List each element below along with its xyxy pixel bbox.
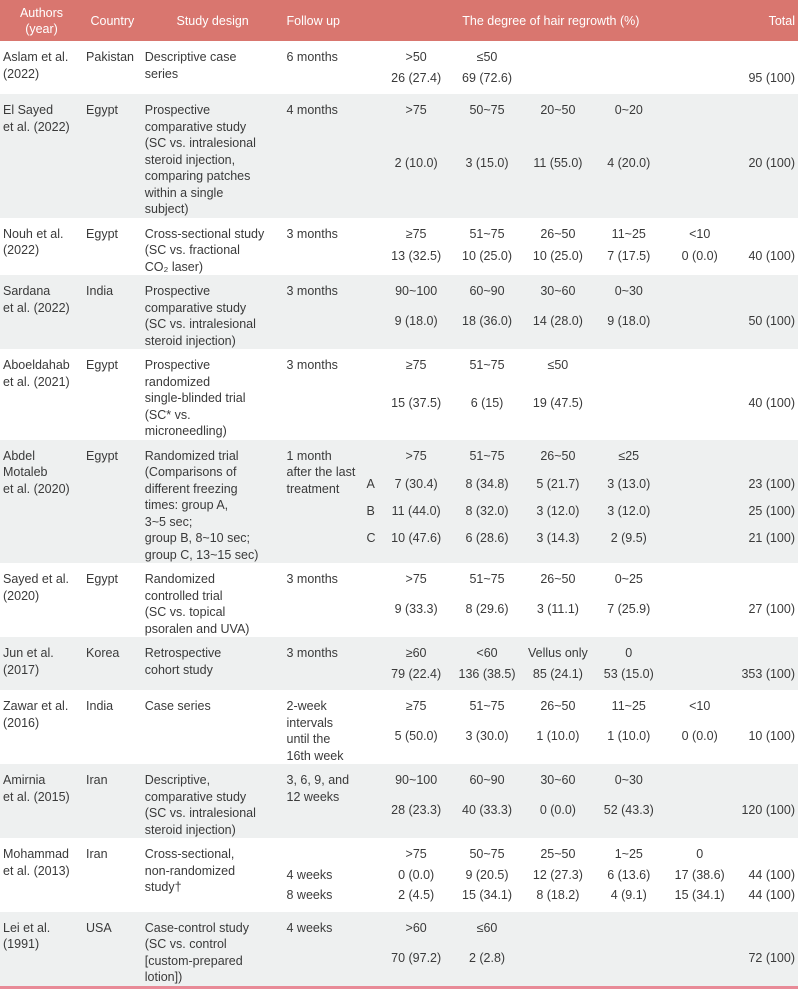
regrowth-level-header xyxy=(522,41,593,66)
regrowth-count: 5 (50.0) xyxy=(394,729,438,744)
study-country: Egypt xyxy=(83,440,142,564)
group-label xyxy=(367,66,381,95)
regrowth-level-header: 30~60 xyxy=(522,275,593,309)
study-country: USA xyxy=(83,912,142,986)
study-row xyxy=(0,94,798,218)
regrowth-count xyxy=(664,66,735,95)
regrowth-level-header: 0~30 xyxy=(593,275,664,309)
group-label-spacer xyxy=(367,41,381,66)
regrowth-count xyxy=(664,662,735,691)
regrowth-count xyxy=(522,946,593,986)
regrowth-level-header xyxy=(664,912,735,946)
study-design: Randomized controlled trial (SC vs. topical psoralen and UVA) xyxy=(144,572,250,636)
regrowth-count: 15 (34.1) xyxy=(462,888,513,902)
regrowth-count: 6 (13.6) xyxy=(607,867,651,882)
study-authors: Sayed et al. (2020) xyxy=(3,572,70,603)
regrowth-count: 3 (30.0) xyxy=(465,729,509,744)
study-design: Randomized trial (Comparisons of different freezing times: group A, 3~5 sec; group B, 8~10 sec; group C, 13~15 sec) xyxy=(142,440,284,564)
regrowth-count: 9 (33.3) xyxy=(394,602,438,617)
group-label: B xyxy=(367,499,381,526)
total-spacer xyxy=(735,349,798,391)
regrowth-count: 10 (25.0) xyxy=(462,249,513,264)
regrowth-count xyxy=(664,151,735,217)
study-total: 40 (100) xyxy=(748,249,795,264)
regrowth-count: 18 (36.0) xyxy=(452,309,523,349)
group-label xyxy=(367,597,381,637)
regrowth-count: 3 (14.3) xyxy=(522,526,593,563)
regrowth-level-header: 1~25 xyxy=(614,847,643,861)
group-label: C xyxy=(367,526,381,563)
study-country: Korea xyxy=(83,637,142,690)
regrowth-level-header: >60 xyxy=(381,912,452,946)
regrowth-count: 6 (15) xyxy=(470,395,504,410)
regrowth-level-header: ≥60 xyxy=(381,637,452,662)
study-levels-row xyxy=(0,838,798,863)
study-follow-up: 4 months xyxy=(284,94,367,218)
regrowth-count: 10 (25.0) xyxy=(532,249,583,264)
total-spacer xyxy=(735,218,798,245)
study-total: 120 (100) xyxy=(735,798,798,838)
regrowth-count: 8 (34.8) xyxy=(452,472,523,499)
study-design: Retrospective cohort study xyxy=(142,637,284,690)
study-follow-up: 2-week intervals until the 16th week xyxy=(286,699,344,763)
regrowth-count xyxy=(664,499,735,526)
study-total: 50 (100) xyxy=(735,309,798,349)
regrowth-count: 19 (47.5) xyxy=(532,395,583,410)
regrowth-count: 40 (33.3) xyxy=(452,798,523,838)
study-authors: Nouh et al. (2022) xyxy=(3,226,64,257)
regrowth-level-header: 25~50 xyxy=(540,847,576,861)
study-design: Cross-sectional, non-randomized study† xyxy=(144,847,236,894)
study-follow-up: 3 months xyxy=(284,637,367,690)
header-follow-up: Follow up xyxy=(284,0,367,41)
regrowth-level-header: ≤50 xyxy=(547,358,569,372)
regrowth-level-header: >75 xyxy=(381,94,452,151)
study-authors: Aslam et al. (2022) xyxy=(3,50,69,81)
study-levels-row xyxy=(0,275,798,309)
study-design: Cross-sectional study (SC vs. fractional CO₂ laser) xyxy=(144,226,265,274)
group-label xyxy=(367,883,381,912)
regrowth-count xyxy=(664,309,735,349)
study-design: Prospective comparative study (SC vs. intralesional steroid injection) xyxy=(142,275,284,349)
regrowth-level-header: 0~25 xyxy=(614,572,643,586)
study-levels-row xyxy=(0,41,798,66)
study-levels-row xyxy=(0,690,798,724)
regrowth-level-header: 20~50 xyxy=(522,94,593,151)
regrowth-level-header xyxy=(664,94,735,151)
study-total: 44 (100) xyxy=(748,888,795,902)
study-country: Egypt xyxy=(86,358,118,372)
group-label-spacer xyxy=(367,94,381,151)
regrowth-count: 2 (4.5) xyxy=(398,888,435,902)
regrowth-count: 12 (27.3) xyxy=(532,867,583,882)
group-label-spacer xyxy=(367,563,381,597)
study-design: Case-control study (SC vs. control [custom-prepared lotion]) xyxy=(142,912,284,986)
study-total: 10 (100) xyxy=(748,729,795,744)
study-total: 353 (100) xyxy=(735,662,798,691)
study-row xyxy=(0,275,798,349)
regrowth-level-header: 26~50 xyxy=(540,572,576,586)
regrowth-level-header: 51~75 xyxy=(469,358,505,372)
regrowth-count: 11 (55.0) xyxy=(522,151,593,217)
study-follow-up: 3 months xyxy=(286,226,338,241)
study-row xyxy=(0,690,798,764)
regrowth-level-header: 26~50 xyxy=(540,699,576,713)
study-design: Prospective comparative study (SC vs. intralesional steroid injection, comparing patches within a single subject) xyxy=(142,94,284,218)
study-design: Prospective randomized single-blinded trial (SC* vs. microneedling) xyxy=(144,358,246,438)
total-spacer xyxy=(735,764,798,798)
study-follow-up: 3, 6, 9, and 12 weeks xyxy=(284,764,367,838)
group-label xyxy=(367,391,381,440)
header-authors: Authors (year) xyxy=(0,0,83,41)
regrowth-count: 69 (72.6) xyxy=(462,70,513,85)
study-country: India xyxy=(83,275,142,349)
regrowth-count: 7 (25.9) xyxy=(607,602,651,617)
study-country: Iran xyxy=(83,764,142,838)
regrowth-count: 0 (0.0) xyxy=(522,798,593,838)
study-levels-row xyxy=(0,764,798,798)
regrowth-count: 3 (15.0) xyxy=(452,151,523,217)
regrowth-count xyxy=(664,472,735,499)
header-hair-regrowth: The degree of hair regrowth (%) xyxy=(367,0,736,41)
study-total: 27 (100) xyxy=(748,602,795,617)
study-design: Descriptive, comparative study (SC vs. intralesional steroid injection) xyxy=(142,764,284,838)
regrowth-level-header: 50~75 xyxy=(452,94,523,151)
regrowth-level-header: 30~60 xyxy=(522,764,593,798)
regrowth-count: 0 (0.0) xyxy=(398,867,435,882)
regrowth-count: 70 (97.2) xyxy=(381,946,452,986)
regrowth-level-header xyxy=(593,912,664,946)
regrowth-level-header: ≥75 xyxy=(405,358,427,372)
group-label xyxy=(367,662,381,691)
group-label xyxy=(367,946,381,986)
regrowth-count: 3 (11.1) xyxy=(536,602,579,617)
study-authors: Jun et al. (2017) xyxy=(0,637,83,690)
regrowth-level-header: ≤60 xyxy=(452,912,523,946)
regrowth-count: 8 (32.0) xyxy=(452,499,523,526)
study-total: 20 (100) xyxy=(735,151,798,217)
regrowth-level-header: <10 xyxy=(689,699,711,713)
study-country: India xyxy=(86,699,114,713)
study-authors: Sardana et al. (2022) xyxy=(0,275,83,349)
regrowth-level-header: ≤25 xyxy=(593,440,664,472)
study-country: Pakistan xyxy=(86,50,134,64)
group-label-spacer xyxy=(367,912,381,946)
group-label-spacer xyxy=(367,349,381,391)
header-study-design: Study design xyxy=(142,0,284,41)
regrowth-count: 9 (20.5) xyxy=(465,867,509,882)
study-follow-up: 6 months xyxy=(286,50,338,64)
study-authors: Zawar et al. (2016) xyxy=(3,699,69,730)
regrowth-level-header: 0~30 xyxy=(593,764,664,798)
regrowth-count: 17 (38.6) xyxy=(674,867,725,882)
regrowth-level-header: 0 xyxy=(593,637,664,662)
regrowth-level-header: >75 xyxy=(405,572,427,586)
study-follow-up: 4 weeks xyxy=(284,912,367,986)
regrowth-count: 136 (38.5) xyxy=(452,662,523,691)
regrowth-count xyxy=(664,597,735,637)
study-total: 40 (100) xyxy=(748,395,795,410)
regrowth-count: 15 (34.1) xyxy=(674,888,725,902)
regrowth-count: 2 (9.5) xyxy=(593,526,664,563)
regrowth-level-header: ≥75 xyxy=(405,699,427,713)
regrowth-count: 13 (32.5) xyxy=(391,249,442,264)
regrowth-count: 2 (2.8) xyxy=(452,946,523,986)
study-total: 25 (100) xyxy=(735,499,798,526)
regrowth-count: 10 (47.6) xyxy=(381,526,452,563)
group-label-spacer xyxy=(367,218,381,245)
study-authors: Lei et al. (1991) xyxy=(0,912,83,986)
regrowth-count: 3 (13.0) xyxy=(593,472,664,499)
study-authors: Mohammad et al. (2013) xyxy=(3,847,70,878)
study-total: 95 (100) xyxy=(748,70,795,85)
regrowth-level-header: 26~50 xyxy=(522,440,593,472)
regrowth-level-header: 90~100 xyxy=(381,275,452,309)
regrowth-count: 1 (10.0) xyxy=(607,729,651,744)
study-follow-up: 3 months xyxy=(286,572,338,586)
regrowth-level-header xyxy=(664,563,735,597)
study-row xyxy=(0,838,798,912)
regrowth-count xyxy=(593,66,664,95)
group-label-spacer xyxy=(367,838,381,863)
study-country: Egypt xyxy=(86,226,118,241)
regrowth-count: 14 (28.0) xyxy=(522,309,593,349)
regrowth-count: 79 (22.4) xyxy=(381,662,452,691)
total-spacer xyxy=(735,912,798,946)
regrowth-level-header xyxy=(664,275,735,309)
study-follow-up: 1 month after the last treatment xyxy=(284,440,367,564)
regrowth-level-header: Vellus only xyxy=(522,637,593,662)
study-total: 23 (100) xyxy=(735,472,798,499)
total-spacer xyxy=(735,94,798,151)
total-spacer xyxy=(735,275,798,309)
regrowth-count xyxy=(522,66,593,95)
study-levels-row xyxy=(0,912,798,946)
study-row xyxy=(0,764,798,838)
regrowth-level-header: 11~25 xyxy=(611,226,646,241)
study-levels-row xyxy=(0,637,798,662)
regrowth-level-header: ≥75 xyxy=(405,226,427,241)
regrowth-level-header xyxy=(664,41,735,66)
regrowth-count: 53 (15.0) xyxy=(593,662,664,691)
total-spacer xyxy=(735,637,798,662)
regrowth-count: 9 (18.0) xyxy=(593,309,664,349)
regrowth-count xyxy=(593,391,664,440)
study-total: 21 (100) xyxy=(735,526,798,563)
total-spacer xyxy=(735,690,798,724)
study-country: Egypt xyxy=(86,572,118,586)
regrowth-count: 0 (0.0) xyxy=(681,729,718,744)
regrowth-count xyxy=(664,798,735,838)
group-label-spacer xyxy=(367,764,381,798)
study-design: Case series xyxy=(144,699,211,713)
regrowth-count: 3 (12.0) xyxy=(593,499,664,526)
study-levels-row xyxy=(0,563,798,597)
regrowth-count: 15 (37.5) xyxy=(391,395,442,410)
study-authors: Abdel Motaleb et al. (2020) xyxy=(0,440,83,564)
regrowth-count: 85 (24.1) xyxy=(522,662,593,691)
regrowth-level-header xyxy=(522,912,593,946)
study-row xyxy=(0,563,798,637)
regrowth-count: 2 (10.0) xyxy=(381,151,452,217)
study-country: Egypt xyxy=(83,94,142,218)
regrowth-count: 26 (27.4) xyxy=(391,70,442,85)
study-row xyxy=(0,912,798,986)
regrowth-level-header: 51~75 xyxy=(469,572,505,586)
study-authors: El Sayed et al. (2022) xyxy=(0,94,83,218)
regrowth-level-header: 11~25 xyxy=(611,699,646,713)
regrowth-level-header xyxy=(664,637,735,662)
regrowth-count: 4 (20.0) xyxy=(593,151,664,217)
study-authors: Aboeldahab et al. (2021) xyxy=(3,358,70,389)
regrowth-count xyxy=(664,946,735,986)
regrowth-level-header xyxy=(593,349,664,391)
regrowth-level-header: 0 xyxy=(696,847,704,861)
regrowth-count xyxy=(664,526,735,563)
group-label-spacer xyxy=(367,690,381,724)
regrowth-count: 52 (43.3) xyxy=(593,798,664,838)
group-label xyxy=(367,863,381,884)
regrowth-level-header: 51~75 xyxy=(469,226,505,241)
study-follow-up xyxy=(284,838,367,863)
total-spacer xyxy=(735,440,798,472)
regrowth-level-header: 26~50 xyxy=(540,226,576,241)
regrowth-count: 7 (30.4) xyxy=(381,472,452,499)
study-country: Iran xyxy=(86,847,108,861)
regrowth-count: 3 (12.0) xyxy=(522,499,593,526)
group-label xyxy=(367,798,381,838)
regrowth-level-header: 60~90 xyxy=(452,764,523,798)
regrowth-count xyxy=(593,946,664,986)
group-label xyxy=(367,244,381,275)
line-follow-up: 8 weeks xyxy=(286,888,333,902)
group-label xyxy=(367,309,381,349)
regrowth-level-header: <10 xyxy=(689,226,711,241)
group-label-spacer xyxy=(367,440,381,472)
group-label xyxy=(367,151,381,217)
regrowth-count: 4 (9.1) xyxy=(610,888,647,902)
regrowth-count xyxy=(664,391,735,440)
header-country: Country xyxy=(83,0,142,41)
group-label: A xyxy=(367,472,381,499)
study-design: Descriptive case series xyxy=(144,50,237,81)
study-row xyxy=(0,637,798,690)
regrowth-count: 5 (21.7) xyxy=(522,472,593,499)
regrowth-count: 1 (10.0) xyxy=(536,729,580,744)
regrowth-count: 28 (23.3) xyxy=(381,798,452,838)
regrowth-level-header: 60~90 xyxy=(452,275,523,309)
total-spacer xyxy=(735,41,798,66)
group-label-spacer xyxy=(367,637,381,662)
regrowth-level-header: 90~100 xyxy=(381,764,452,798)
study-authors: Amirnia et al. (2015) xyxy=(0,764,83,838)
regrowth-level-header: 0~20 xyxy=(593,94,664,151)
regrowth-level-header: >75 xyxy=(405,847,427,861)
group-label xyxy=(367,724,381,764)
study-row xyxy=(0,218,798,276)
regrowth-level-header: 51~75 xyxy=(469,699,505,713)
regrowth-count: 0 (0.0) xyxy=(681,249,718,264)
regrowth-level-header: 50~75 xyxy=(469,847,505,861)
regrowth-count: 9 (18.0) xyxy=(381,309,452,349)
study-levels-row xyxy=(0,94,798,151)
regrowth-level-header xyxy=(593,41,664,66)
study-total: 44 (100) xyxy=(748,867,795,882)
group-label-spacer xyxy=(367,275,381,309)
study-row xyxy=(0,440,798,564)
regrowth-level-header: 51~75 xyxy=(452,440,523,472)
table-bottom-rule xyxy=(0,986,798,989)
total-spacer xyxy=(735,838,798,863)
study-levels-row xyxy=(0,218,798,245)
line-follow-up: 4 weeks xyxy=(286,867,333,882)
study-follow-up: 3 months xyxy=(286,358,338,372)
study-row xyxy=(0,349,798,440)
regrowth-level-header xyxy=(664,764,735,798)
table-header-row xyxy=(0,0,798,41)
regrowth-count: 11 (44.0) xyxy=(381,499,452,526)
total-spacer xyxy=(735,563,798,597)
study-row xyxy=(0,41,798,94)
regrowth-level-header xyxy=(664,440,735,472)
regrowth-count: 8 (29.6) xyxy=(465,602,509,617)
regrowth-level-header: >75 xyxy=(381,440,452,472)
header-total: Total xyxy=(735,0,798,41)
regrowth-level-header xyxy=(664,349,735,391)
study-levels-row xyxy=(0,349,798,391)
study-follow-up: 3 months xyxy=(284,275,367,349)
regrowth-level-header: >50 xyxy=(405,50,427,64)
study-total: 72 (100) xyxy=(735,946,798,986)
study-levels-row xyxy=(0,440,798,472)
regrowth-count: 7 (17.5) xyxy=(607,249,651,264)
regrowth-level-header: <60 xyxy=(452,637,523,662)
regrowth-count: 6 (28.6) xyxy=(452,526,523,563)
regrowth-count: 8 (18.2) xyxy=(536,888,580,902)
regrowth-level-header: ≤50 xyxy=(476,50,498,64)
